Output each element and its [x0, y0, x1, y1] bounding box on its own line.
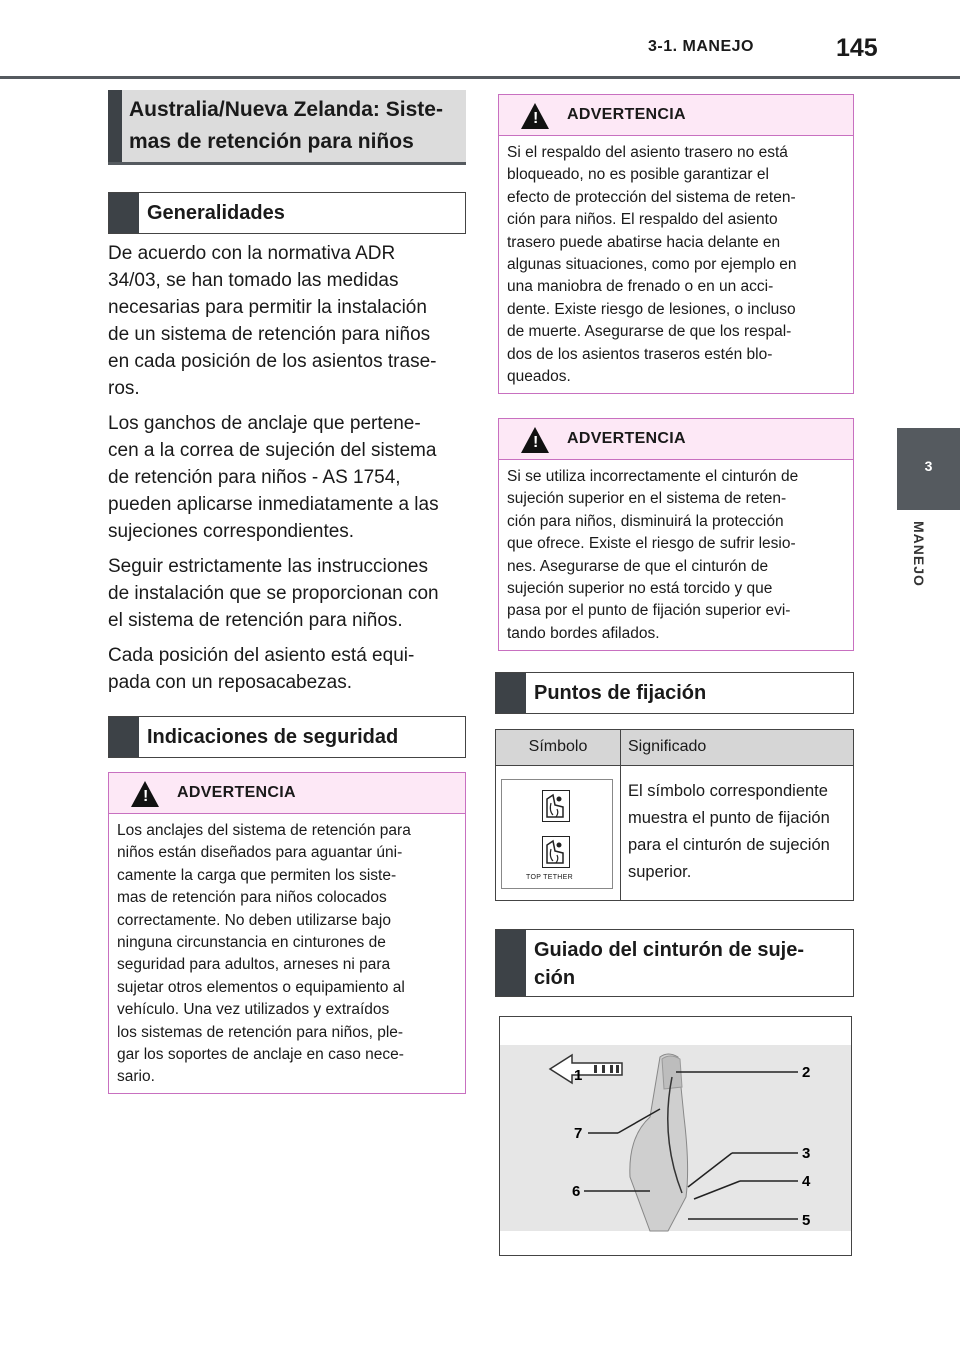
section-heading-line: Australia/Nueva Zelanda: Siste- [129, 98, 443, 121]
chapter-tab[interactable]: 3 [897, 428, 960, 510]
table-row [496, 766, 853, 900]
warning-label: ADVERTENCIA [177, 784, 296, 801]
warning-text: Si el respaldo del asiento trasero no está bloqueado, no es posible garantizar el efecto de protección del sistema de reten- ción para niños. El respaldo del asiento trasero puede abatirse hacia delante en algunas situaciones, como por ejemplo en una maniobra de frenado o en un acci- dente. Existe riesgo de lesiones, o incluso de muerte. Asegurarse de que los respal- dos de los asientos traseros estén blo- queados. [507, 144, 797, 386]
figure-label: 7 [574, 1125, 583, 1142]
subheading-seguridad [108, 716, 466, 758]
subheading-label: Guiado del cinturón de suje- [534, 939, 805, 961]
section-title: 3-1. MANEJO [648, 38, 754, 55]
top-tether-caption: TOP TETHER [526, 874, 573, 881]
figure-label: 2 [802, 1064, 811, 1081]
figure-label: 6 [572, 1183, 581, 1200]
figure-label: 1 [574, 1067, 583, 1084]
page-number: 145 [836, 34, 878, 62]
warning-text: Los anclajes del sistema de retención para niños están diseñados para aguantar úni- camente la carga que permiten los siste- mas de retención para niños colocados correctamente. No deben utilizarse bajo ninguna circunstancia en cinturones de seguridad para adultos, arneses ni para sujetar otros elementos o equipamiento al vehículo. Una vez utilizados y extraídos los sistemas de retención para niños, ple- gar los soportes de anclaje en caso nece- sario. [117, 822, 411, 1086]
warning-box: ! ADVERTENCIA Si el respaldo del asiento trasero no está bloqueado, no es posible garantizar el efecto de protección del sistema de reten- ción para niños. El respaldo del asiento trasero puede abatirse hacia delante en algunas situaciones, como por ejemplo en una maniobra de frenado o en un acci- dente. Existe riesgo de lesiones, o incluso de muerte. Asegurarse de que los respal- dos de los asientos traseros estén blo- queados. [498, 94, 854, 394]
figure-label: 3 [802, 1145, 811, 1162]
chapter-tab-label: MANEJO [911, 521, 927, 587]
section-heading-line: mas de retención para niños [129, 130, 414, 153]
warning-label: ADVERTENCIA [567, 430, 686, 447]
belt-routing-figure [499, 1016, 852, 1256]
warning-box: ! ADVERTENCIA Si se utiliza incorrectamente el cinturón de sujeción superior en el sistema de reten- ción para niños, disminuirá la protección que ofrece. Existe el riesgo de sufrir lesio- nes. Asegurarse de que el cinturón de sujeción superior no está torcido y que pasa por el punto de fijación superior evi- tando bordes afilados. [498, 418, 854, 651]
warning-text: Si se utiliza incorrectamente el cinturón de sujeción superior en el sistema de reten- ción para niños, disminuirá la protección que ofrece. Existe el riesgo de sufrir lesio- nes. Asegurarse de que el cinturón de sujeción superior no está torcido y que pasa por el punto de fijación superior evi- tando bordes afilados. [507, 468, 799, 642]
section-heading [108, 90, 466, 165]
body-text [108, 240, 470, 704]
subheading-label: Generalidades [147, 202, 285, 224]
paragraph: Los ganchos de anclaje que pertene- cen a la correa de sujeción del sistema de retención para niños - AS 1754, pueden aplicarse inmediatamente a las sujeciones correspondientes. [108, 413, 439, 542]
figure-label: 5 [802, 1212, 811, 1229]
warning-label: ADVERTENCIA [567, 106, 686, 123]
figure-label: 4 [802, 1173, 811, 1190]
paragraph: De acuerdo con la normativa ADR 34/03, se han tomado las medidas necesarias para permitir la instalación de un sistema de retención para niños en cada posición de los asientos trase- ros. [108, 243, 437, 399]
child-seat-anchor-icon [542, 790, 570, 822]
table-header: Significado [628, 738, 707, 755]
subheading-label: Indicaciones de seguridad [147, 726, 399, 748]
child-seat-anchor-icon [542, 836, 570, 868]
header-rule [0, 76, 960, 79]
subheading-generalidades [108, 192, 466, 234]
subheading-label: ción [534, 967, 576, 989]
paragraph: Seguir estrictamente las instrucciones de instalación que se proporcionan con el sistema de retención para niños. [108, 556, 439, 631]
paragraph: Cada posición del asiento está equi- pada con un reposacabezas. [108, 645, 415, 693]
subheading-fijacion [495, 672, 854, 714]
subheading-guiado [495, 929, 854, 997]
seat-illustration [500, 1017, 851, 1255]
symbol-table [495, 729, 854, 901]
subheading-label: Puntos de fijación [534, 682, 707, 704]
top-tether-symbol [501, 779, 613, 889]
warning-box: ! ADVERTENCIA Los anclajes del sistema de retención para niños están diseñados para aguantar úni- camente la carga que permiten los siste- mas de retención para niños colocados correctamente. No deben utilizarse bajo ninguna circunstancia en cinturones de seguridad para adultos, arneses ni para sujetar otros elementos o equipamiento al vehículo. Una vez utilizados y extraídos los sistemas de retención para niños, ple- gar los soportes de anclaje en caso nece- sario. [108, 772, 466, 1094]
table-header: Símbolo [496, 730, 621, 765]
table-cell-meaning: El símbolo correspondiente muestra el punto de fijación para el cinturón de sujeción superior. [628, 782, 830, 881]
